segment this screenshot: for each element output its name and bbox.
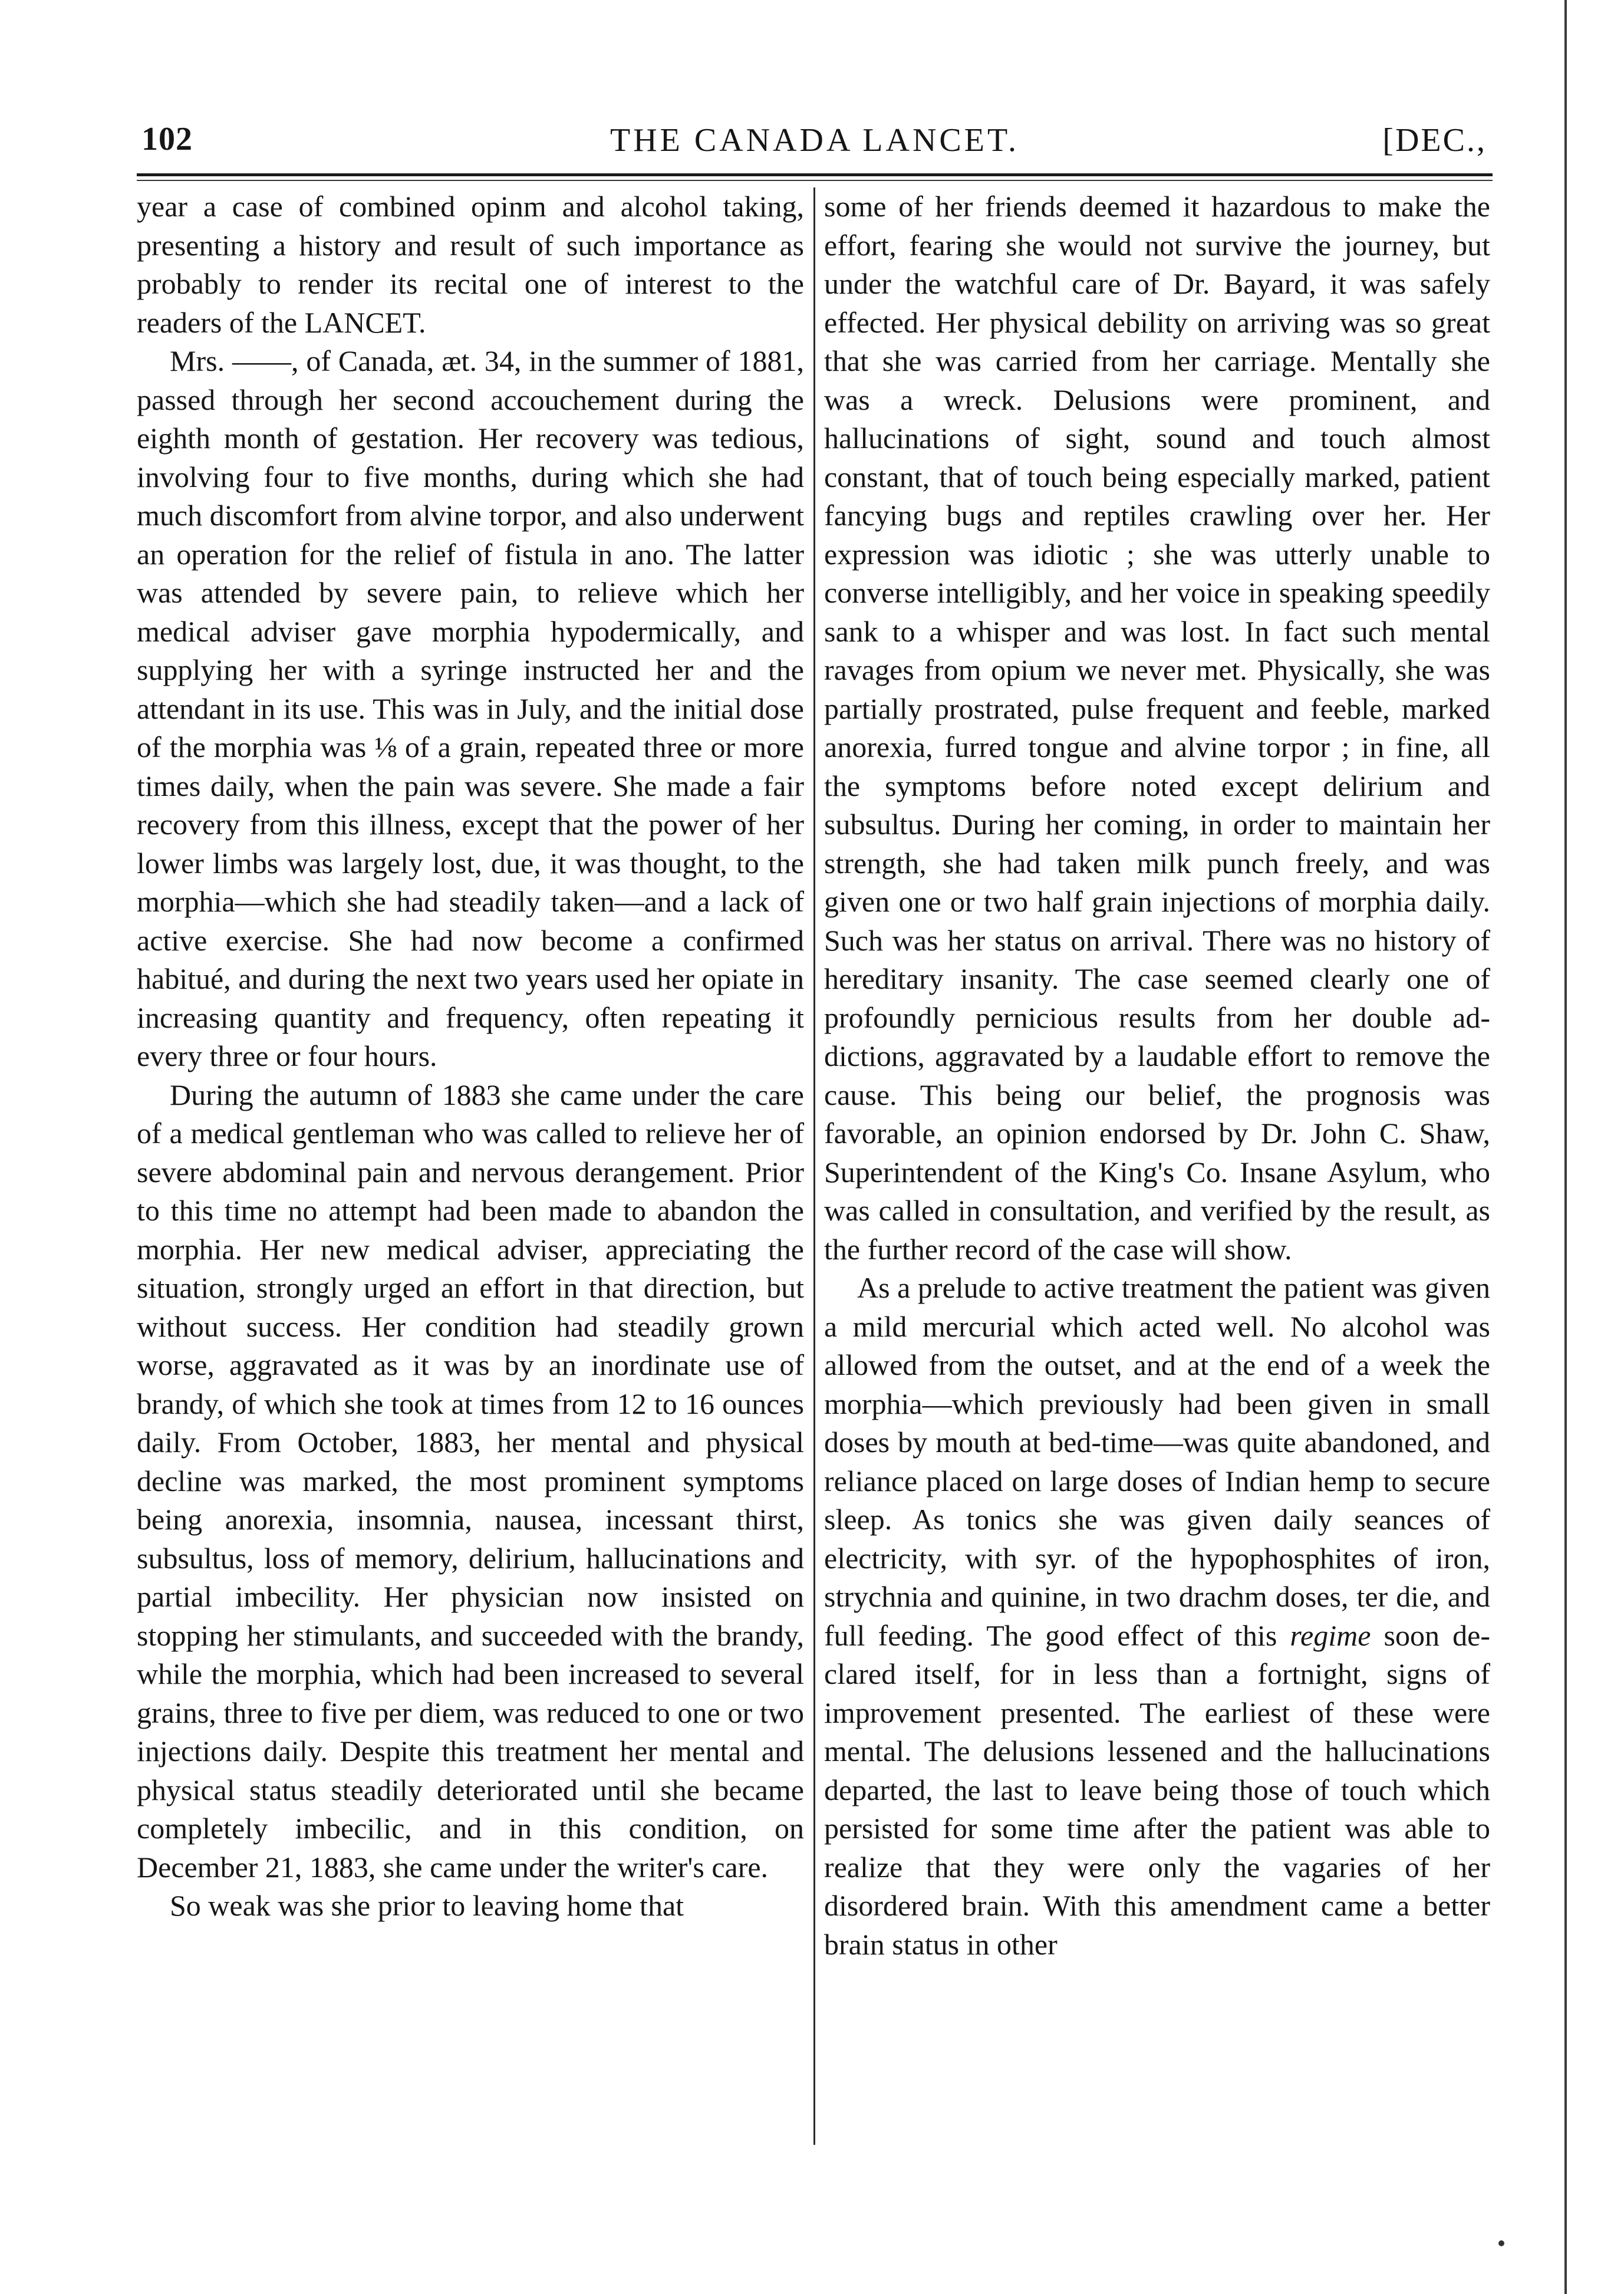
left-paragraph-4: So weak was she prior to leaving home that <box>170 1889 684 1922</box>
right-paragraph-2-end: soon declared itself, for in less than a fortnight, signs of improvement presented. The earliest of these were mental. The delusions lessened and the hallucinations departed, the last to leave being those of touch which persisted for some time after the patient was able to realize that they were only the vagaries of her disordered brain. With this amendment came a better brain status in other <box>824 1618 1491 1961</box>
page-header <box>137 118 1493 165</box>
left-paragraph-1: year a case of combined opinm and alcohol taking, presenting a history and result of such importance as probably to render its recital one of interest to the readers of the LANCET. <box>137 190 804 339</box>
right-paragraph-1: some of her friends deemed it hazardous to make the effort, fearing she would not survive the journey, but under the watchful care of Dr. Bayard, it was safely effected. Her physical debility on arriving was so great that she was carried from her carriage. Mentally she was a wreck. Delusions were prominent, and hallucinations of sight, sound and touch almost constant, that of touch being especially marked, patient fancying bugs and reptiles crawling over her. Her expression was idiotic ; she was utterly unable to converse intelligibly, and her voice in speaking speedily sank to a whisper and was lost. In fact such mental ravages from opium we never met. Physically, she was partially prostrated, pulse frequent and feeble, marked anorexia, furred tongue and alvine torpor ; in fine, all the symptoms before noted except delirium and subsultus. During her coming, in order to maintain her strength, she had taken milk punch freely, and was given one or two half grain injections of morphia daily. Such was her status on arrival. There was no history of hereditary insanity. The case seemed clearly one of profoundly pernicious results from her double addictions, aggravated by a laudable effort to remove the cause. This being our belief, the prognosis was favorable, an opinion endorsed by Dr. John C. Shaw, Superintendent of the King's Co. Insane Asylum, who was called in consultation, and verified by the result, as the further record of the case will show. <box>824 190 1490 1266</box>
scan-speck <box>1498 2240 1504 2246</box>
header-rule-thick <box>137 173 1493 176</box>
right-paragraph-2-start: As a prelude to active treatment the patient was given a mild mercurial which acted well. No alcohol was allowed from the outset, and at the end of a week the morphia—which previously had been given in small doses by mouth at bed-time—was quite abandoned, and reliance placed on large doses of Indian hemp to secure sleep. As tonics she was given daily seances of electricity, with syr. of the hypophosphites of iron, strychnia and quinine, in two drachm doses, ter die, and full feeding. The good effect of this <box>824 1271 1490 1652</box>
left-paragraph-2: Mrs. ——, of Canada, æt. 34, in the summer of 1881, passed through her second accouchement during the eighth month of gestation. Her recovery was tedious, involving four to five months, during which she had much discomfort from alvine torpor, and also underwent an operation for the relief of fistula in ano. The latter was attended by severe pain, to relieve which her medical adviser gave morphia hypodermically, and supplying her with a syringe instructed her and the attendant in its use. This was in July, and the initial dose of the morphia was ⅛ of a grain, repeated three or more times daily, when the pain was severe. She made a fair recovery from this illness, except that the power of her lower limbs was largely lost, due, it was thought, to the morphia—which she had steadily taken—and a lack of active exercise. She had now become a confirmed habitué, and during the next two years used her opiate in increasing quantity and frequency, often repeating it every three or four hours. <box>137 344 804 1072</box>
right-column <box>824 187 1490 2145</box>
column-divider <box>813 187 815 2145</box>
header-rule-thin <box>137 180 1493 181</box>
left-column <box>137 187 804 2145</box>
italic-regime: regime <box>1290 1618 1371 1652</box>
page-number: 102 <box>141 121 193 157</box>
page-edge-shadow <box>1564 0 1567 2294</box>
right-paragraph-2 <box>824 1269 1490 1964</box>
running-title: THE CANADA LANCET. <box>610 122 1020 159</box>
issue-mark: [DEC., <box>1382 122 1487 159</box>
left-paragraph-3: During the autumn of 1883 she came under the care of a medical gentleman who was called to relieve her of severe abdominal pain and nervous derangement. Prior to this time no attempt had been made to abandon the morphia. Her new medical adviser, appreciating the situation, strongly urged an effort in that direction, but without success. Her condition had steadily grown worse, aggravated as it was by an inordinate use of brandy, of which she took at times from 12 to 16 ounces daily. From October, 1883, her mental and physical decline was marked, the most prominent symptoms being anorexia, insomnia, nausea, incessant thirst, subsultus, loss of memory, delirium, hallucinations and partial imbecility. Her physician now insisted on stopping her stimulants, and succeeded with the brandy, while the morphia, which had been increased to several grains, three to five per diem, was reduced to one or two injections daily. Despite this treatment her mental and physical status steadily deteriorated until she became completely imbecilic, and in this condition, on December 21, 1883, she came under the writer's care. <box>137 1078 804 1884</box>
